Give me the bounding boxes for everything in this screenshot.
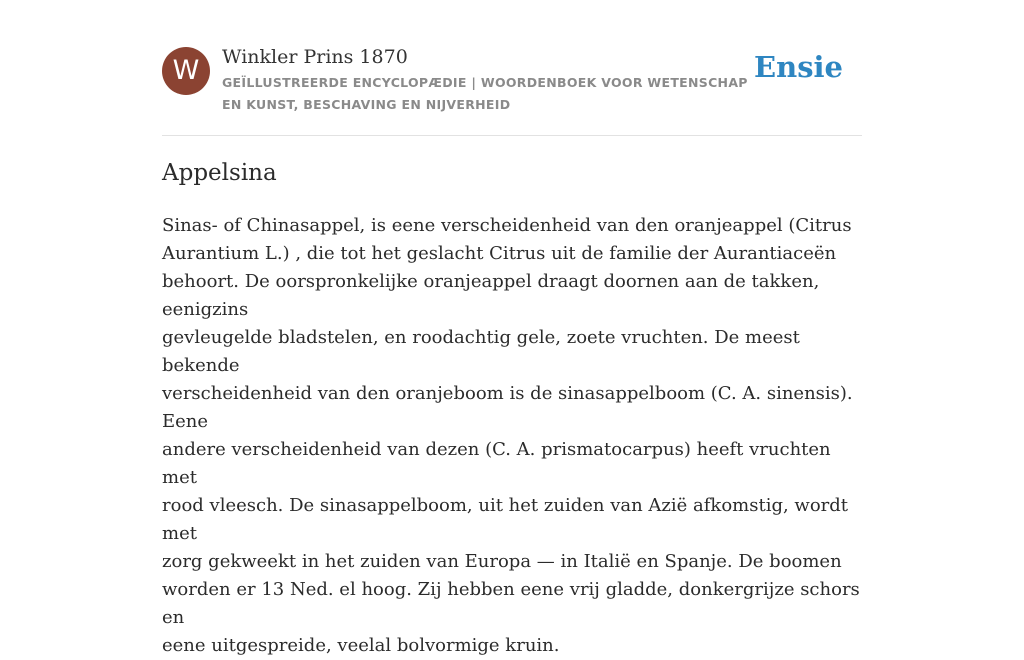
source-avatar[interactable]: W <box>162 47 210 95</box>
entry-title: Appelsina <box>162 160 277 186</box>
source-header <box>162 46 862 116</box>
ensie-logo-link[interactable]: Ensie <box>754 50 843 84</box>
source-title[interactable]: Winkler Prins 1870 <box>222 46 408 68</box>
source-subtitle: GEÏLLUSTREERDE ENCYCLOPÆDIE | WOORDENBOEK VOOR WETENSCHAP EN KUNST, BESCHAVING EN NIJVERHEID <box>222 75 748 112</box>
header-divider <box>162 135 862 136</box>
entry-body: Sinas- of Chinasappel, is eene verscheidenheid van den oranjeappel (Citrus Aurantium L.) , die tot het geslacht Citrus uit de familie der Aurantiaceën behoort. De oorspronkelijke oranjeappel draagt doornen aan de takken, eenigzins gevleugelde bladstelen, en roodachtig gele, zoete vruchten. De meest bekende verscheidenheid van den oranjeboom is de sinasappelboom (C. A. sinensis). Eene andere verscheidenheid van dezen (C. A. prismatocarpus) heeft vruchten met rood vleesch. De sinasappelboom, uit het zuiden van Azië afkomstig, wordt met zorg gekweekt in het zuiden van Europa — in Italië en Spanje. De boomen worden er 13 Ned. el hoog. Zij hebben eene vrij gladde, donkergrijze schors en eene uitgespreide, veelal bolvormige kruin. <box>162 215 860 656</box>
